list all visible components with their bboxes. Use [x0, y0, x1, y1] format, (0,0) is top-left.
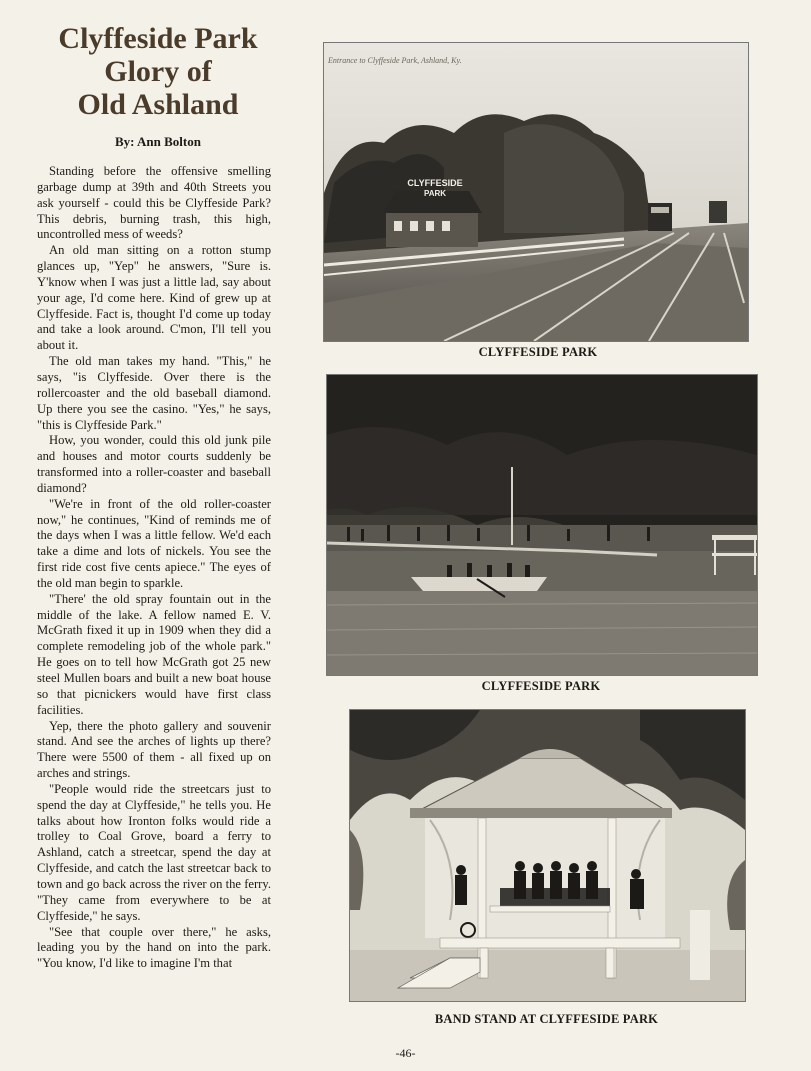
paragraph: How, you wonder, could this old junk pile and houses and motor courts suddenly be transformed into a roller-coaster and baseball diamond? — [37, 433, 271, 495]
paragraph: An old man sitting on a rotton stump glances up, "Yep" he answers, "Sure is. Y'know when I was just a little lad, say about your age, I'd come here. Kind of grew up at Clyffeside. Fact is, thought I'd come up today and take a look around. C'mon, I'll tell you about it. — [37, 243, 271, 353]
photo-park-entrance — [323, 42, 749, 342]
paragraph: "People would ride the streetcars just to spend the day at Clyffeside," he tells you. He talks about how Ironton folks would ride a trolley to Coal Grove, board a ferry to Ashland, catch a streetcar, spend the day at Clyffeside, and catch the last streetcar back to town and go back across the river on the ferry. "They came from everywhere to be at Clyffeside," he says. — [37, 781, 271, 923]
page-number: -46- — [395, 1046, 416, 1060]
park-sign-line-1: CLYFFESIDE — [407, 178, 463, 188]
paragraph: The old man takes my hand. "This," he says, "is Clyffeside. Over there is the rollercoaster and the old baseball diamond. Up there you see the casino. "Yes," he says, "this is Clyffeside Park." — [37, 354, 271, 432]
title-line-3: Old Ashland — [77, 88, 239, 121]
paragraph: "We're in front of the old roller-coaster now," he continues, "Kind of reminds me of the days when I was a little fellow. We'd each take a dime and lots of nickels. You see the first ride cost five cents apiece." The eyes of the old man begin to sparkle. — [37, 496, 271, 590]
paragraph: "See that couple over there," he asks, leading you by the hand on into the park. "You know, I'd like to imagine I'm that — [37, 924, 271, 971]
paragraph: "There' the old spray fountain out in the middle of the lake. A fellow named E. V. McGrath fixed it up in 1909 when they did a complete remodeling job of the whole park." He goes on to tell how McGrath got 25 new steel Mullen boars and built a new boat house so that picnickers would have first class facilities. — [37, 591, 271, 717]
lake-illustration — [327, 375, 757, 675]
photo-band-stand — [349, 709, 746, 1002]
photo-caption-1: CLYFFESIDE PARK — [478, 345, 598, 359]
park-sign-line-2: PARK — [423, 189, 447, 198]
photo-inscription: Entrance to Clyffeside Park, Ashland, Ky. — [328, 56, 462, 65]
byline: By: Ann Bolton — [115, 134, 201, 149]
photo-caption-2: CLYFFESIDE PARK — [481, 679, 601, 693]
paragraph: Yep, there the photo gallery and souvenir stand. And see the arches of lights up there? There were 5500 of them - all fixed up on arches and strings. — [37, 718, 271, 781]
paragraph: Standing before the offensive smelling garbage dump at 39th and 40th Streets you ask yourself - could this be Clyffeside Park? This debris, burning trash, this high, uncontrolled mess of weeds? — [37, 164, 271, 242]
photo-lake — [326, 374, 758, 676]
photo-caption-3: BAND STAND AT CLYFFESIDE PARK — [434, 1012, 659, 1026]
park-entrance-illustration — [324, 43, 748, 341]
article-title — [28, 22, 288, 121]
title-line-1: Clyffeside Park — [58, 22, 258, 55]
title-line-2: Glory of — [104, 55, 212, 88]
article-body — [37, 164, 271, 972]
band-stand-illustration — [350, 710, 745, 1001]
